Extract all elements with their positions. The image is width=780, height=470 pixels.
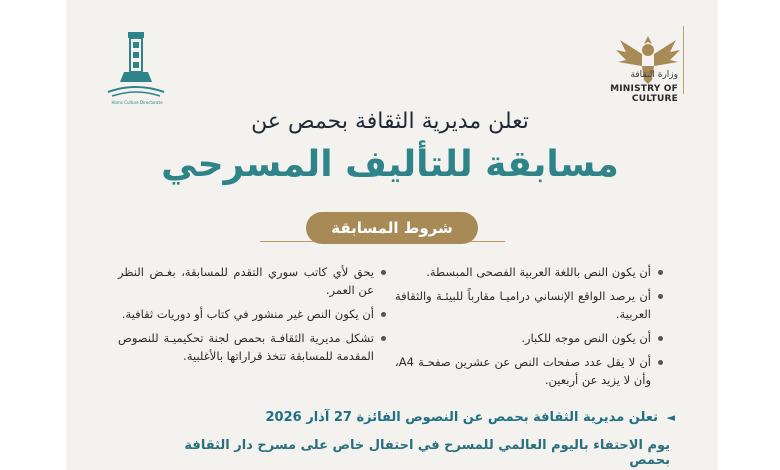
list-item: تشكل مديرية الثقافـة بحمص لجنة تحكيميـة للنصوص المقدمة للمسابقة تتخذ قراراتها بالأغلبية.: [118, 329, 388, 365]
conditions-list-right: [395, 263, 665, 395]
ministry-name-english: MINISTRY OF CULTURE: [610, 84, 678, 104]
page-subtitle: تعلن مديرية الثقافة بحمص عن: [251, 109, 529, 134]
list-item: يحق لأي كاتب سوري التقدم للمسابقة، بغـض النظر عن العمر.: [118, 263, 388, 299]
triangle-left-icon: ◄: [666, 411, 675, 424]
list-item: أن يرصد الواقع الإنساني دراميـا مقارباً للبيئـة والثقافة العربية.: [395, 287, 665, 323]
conditions-badge: شروط المسابقة: [306, 212, 478, 244]
results-announcement-text: تعلن مديرية الثقافة بحمص عن النصوص الفائزة 27 آذار 2026: [265, 410, 658, 425]
page-title: مسابقة للتأليف المسرحي: [161, 144, 619, 185]
list-item: أن يكون النص موجه للكبار.: [395, 329, 665, 347]
ceremony-announcement: يوم الاحتفاء باليوم العالمي للمسرح في احتفال خاص على مسرح دار الثقافة بحمص: [184, 438, 670, 468]
ministry-name-arabic: وزارة الثقافة: [630, 70, 678, 80]
results-announcement: [150, 410, 675, 425]
list-item: أن يكون النص غير منشور في كتاب أو دوريات ثقافية.: [118, 305, 388, 323]
homs-culture-tower-logo: [100, 26, 172, 108]
list-item: أن لا يقل عدد صفحات النص عن عشرين صفحـة A4، وأن لا يزيد عن أربعين.: [395, 353, 665, 389]
left-logo-caption: Homs Culture Directorate: [111, 100, 163, 105]
list-item: أن يكون النص باللغة العربية الفصحى المبسطة.: [395, 263, 665, 281]
header-divider: [683, 26, 684, 94]
conditions-list-left: [118, 263, 388, 371]
